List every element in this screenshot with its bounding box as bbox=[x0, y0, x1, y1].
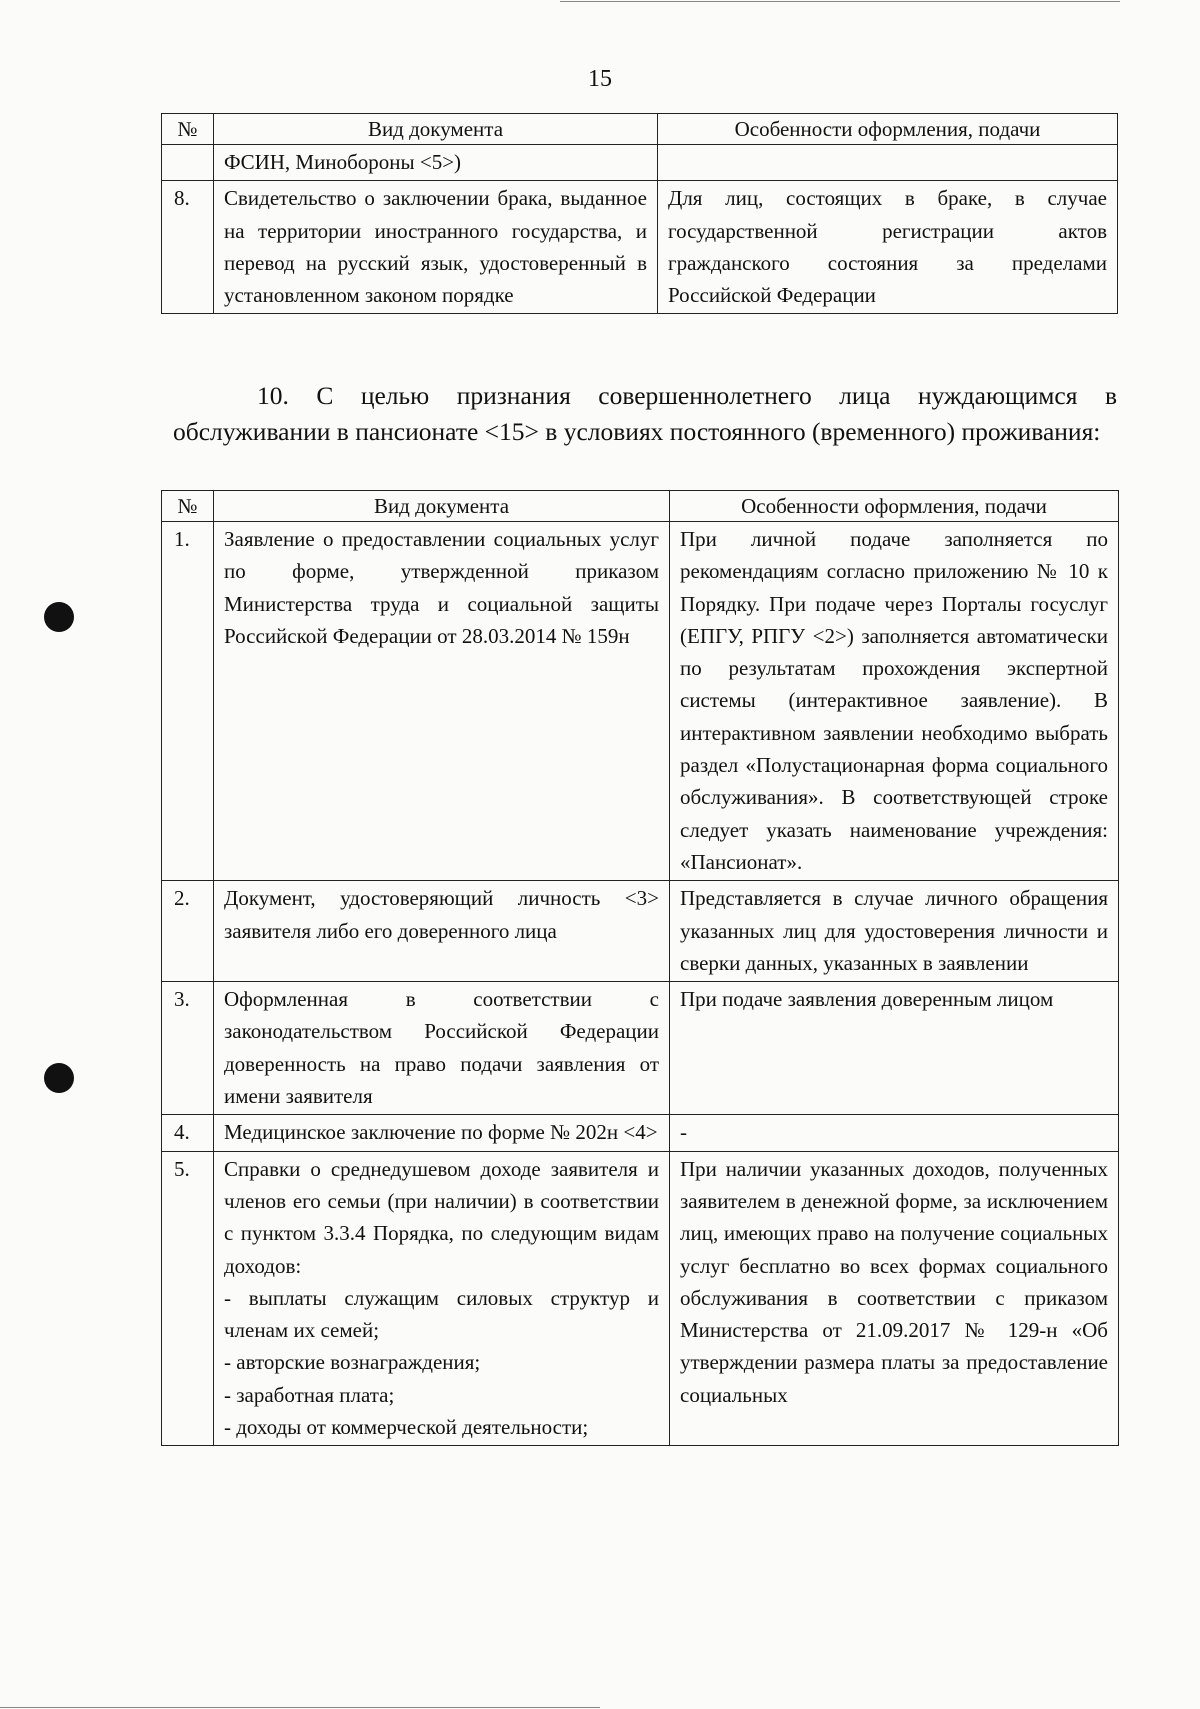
submission-notes-cell: Представляется в случае личного обращения указанных лиц для удостоверения личности и сверки данных, указанных в заявлении bbox=[670, 881, 1119, 982]
submission-notes-cell: При наличии указанных доходов, полученных заявителем в денежной форме, за исключением лиц, имеющих право на получение социальных услуг бесплатно во всех формах социального обслуживания в соответствии с приказом Министерства от 21.09.2017 № 129-н «Об утверждении размера платы за предоставление социальных bbox=[670, 1151, 1119, 1446]
document-type-line: Справки о среднедушевом доходе заявителя и членов его семьи (при наличии) в соответствии с пунктом 3.3.4 Порядка, по следующим видам доходов: bbox=[224, 1156, 659, 1278]
row-number bbox=[162, 145, 214, 181]
row-number: 5. bbox=[162, 1151, 214, 1446]
table-row bbox=[162, 145, 1118, 181]
table-row bbox=[162, 1115, 1119, 1151]
column-header-notes: Особенности оформления, подачи bbox=[670, 491, 1119, 522]
column-header-number: № bbox=[162, 114, 214, 145]
document-type-line: - заработная плата; bbox=[224, 1382, 395, 1407]
document-type-cell: Медицинское заключение по форме № 202н <4> bbox=[214, 1115, 670, 1151]
column-header-document: Вид документа bbox=[214, 114, 658, 145]
submission-notes-cell bbox=[658, 145, 1118, 181]
table-row bbox=[162, 881, 1119, 982]
column-header-notes: Особенности оформления, подачи bbox=[658, 114, 1118, 145]
section-heading: 10. С целью признания совершеннолетнего лица нуждающимся в обслуживании в пансионате <15> в условиях постоянного (временного) проживания: bbox=[173, 381, 1117, 446]
document-type-cell: Заявление о предоставлении социальных услуг по форме, утвержденной приказом Министерства труда и социальной защиты Российской Федерации от 28.03.2014 № 159н bbox=[214, 522, 670, 881]
document-type-line: - доходы от коммерческой деятельности; bbox=[224, 1415, 589, 1440]
document-type-line: - авторские вознаграждения; bbox=[224, 1350, 481, 1375]
column-header-number: № bbox=[162, 491, 214, 522]
scan-artifact-line bbox=[560, 1, 1120, 2]
submission-notes-cell: Для лиц, состоящих в браке, в случае государственной регистрации актов гражданского состояния за пределами Российской Федерации bbox=[658, 181, 1118, 314]
submission-notes-cell: При личной подаче заполняется по рекомендациям согласно приложению № 10 к Порядку. При подаче через Порталы госуслуг (ЕПГУ, РПГУ <2>) заполняется автоматически по результатам прохождения экспертной системы (интерактивное заявление). В интерактивном заявлении необходимо выбрать раздел «Полустационарная форма социального обслуживания». В соответствующей строке следует указать наименование учреждения: «Пансионат». bbox=[670, 522, 1119, 881]
punch-hole-mark bbox=[44, 602, 74, 632]
table-row bbox=[162, 181, 1118, 314]
document-table-continued bbox=[161, 113, 1118, 314]
document-type-cell: Оформленная в соответствии с законодательством Российской Федерации доверенность на право подачи заявления от имени заявителя bbox=[214, 982, 670, 1115]
document-type-cell: ФСИН, Минобороны <5>) bbox=[214, 145, 658, 181]
punch-hole-mark bbox=[44, 1063, 74, 1093]
table-header-row bbox=[162, 491, 1119, 522]
row-number: 1. bbox=[162, 522, 214, 881]
row-number: 2. bbox=[162, 881, 214, 982]
column-header-document: Вид документа bbox=[214, 491, 670, 522]
table-row bbox=[162, 1151, 1119, 1446]
row-number: 3. bbox=[162, 982, 214, 1115]
submission-notes-cell: При подаче заявления доверенным лицом bbox=[670, 982, 1119, 1115]
document-table bbox=[161, 490, 1119, 1446]
submission-notes-cell: - bbox=[670, 1115, 1119, 1151]
document-type-cell: Документ, удостоверяющий личность <3> заявителя либо его доверенного лица bbox=[214, 881, 670, 982]
document-type-line: - выплаты служащим силовых структур и членам их семей; bbox=[224, 1285, 659, 1343]
scan-artifact-line bbox=[0, 1707, 600, 1708]
row-number: 4. bbox=[162, 1115, 214, 1151]
table-row bbox=[162, 522, 1119, 881]
row-number: 8. bbox=[162, 181, 214, 314]
document-type-cell: Свидетельство о заключении брака, выданное на территории иностранного государства, и перевод на русский язык, удостоверенный в установленном законом порядке bbox=[214, 181, 658, 314]
table-header-row bbox=[162, 114, 1118, 145]
table-row bbox=[162, 982, 1119, 1115]
document-type-cell bbox=[214, 1151, 670, 1446]
page-number: 15 bbox=[588, 66, 612, 92]
